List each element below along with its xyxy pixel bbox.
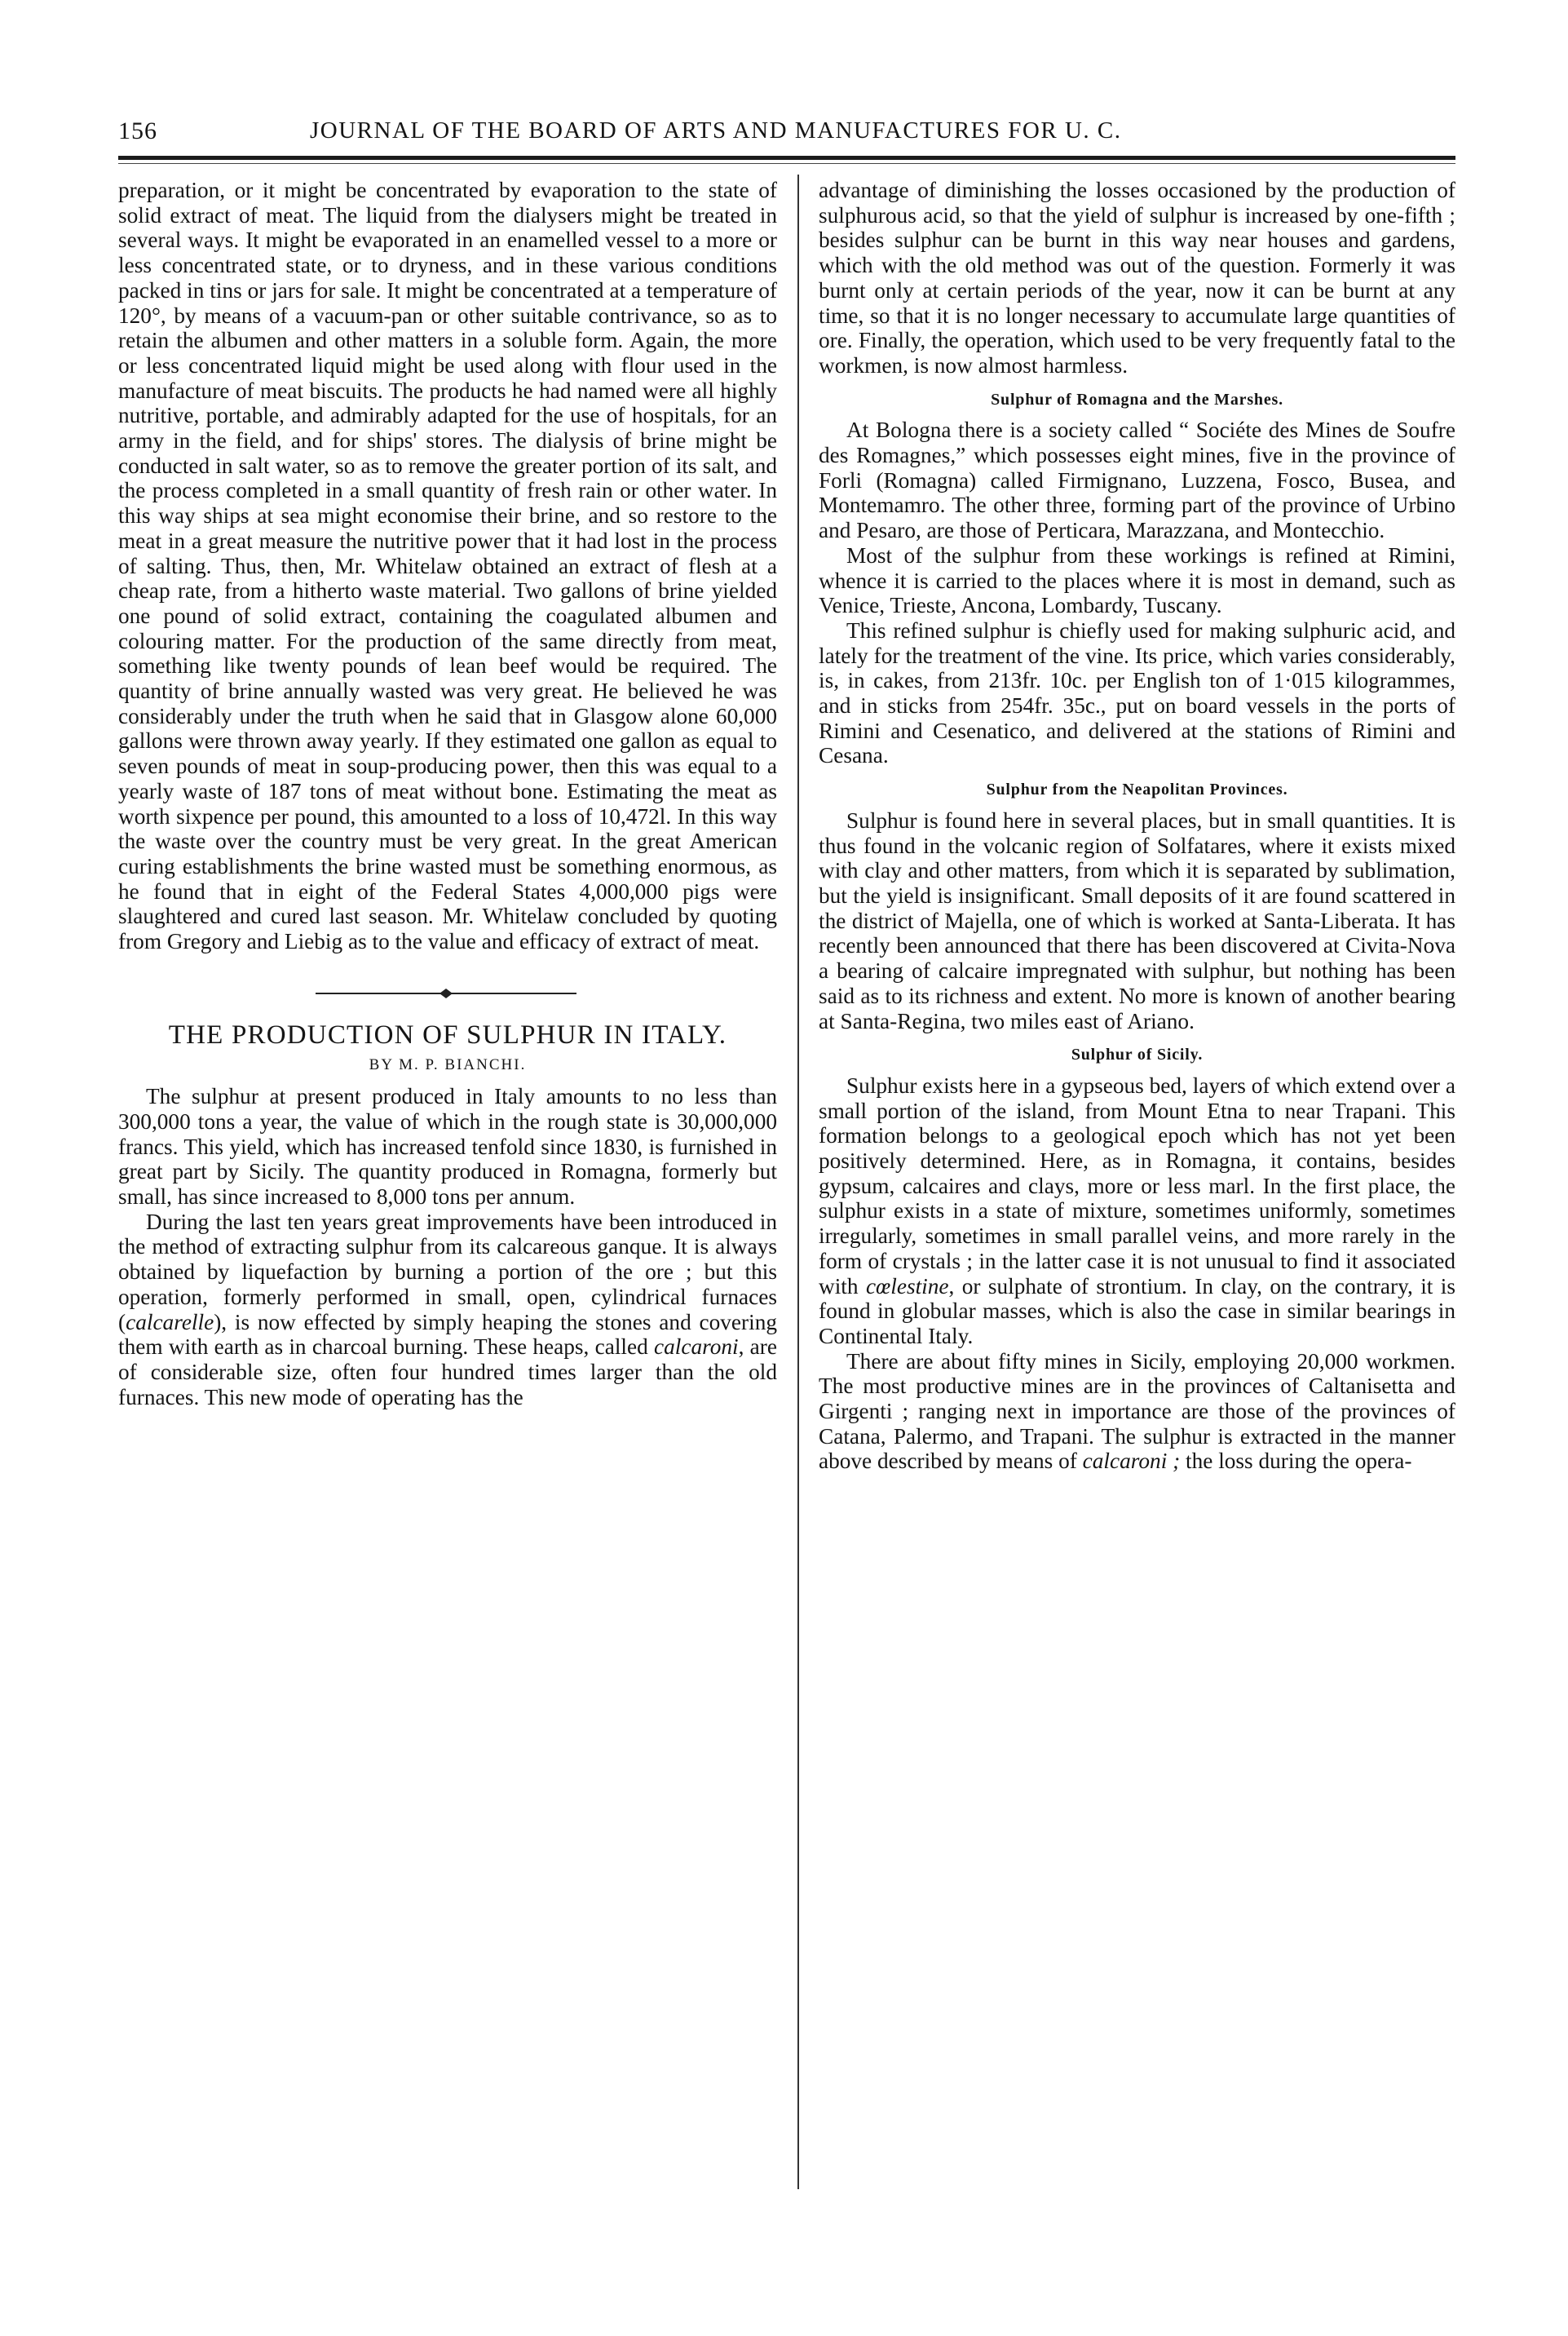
paragraph-bologna: At Bologna there is a society called “ Sociéte des Mines de Soufre des Romagnes,” which possesses eight mines, five in the province of Forli (Romagna) called Firmignano, Luzzena, Fosco, Busea, and Montemamro. The other three, forming part of the province of Urbino and Pesaro, are those of Perticara, Marazzana, and Montecchio. (819, 418, 1455, 543)
paragraph-production: The sulphur at present produced in Italy amounts to no less than 300,000 tons a year, the value of which in the rough state is 30,000,000 francs. This yield, which has increased tenfold since 1830, is furnished in great part by Sicily. The quantity produced in Romagna, formerly but small, has since increased to 8,000 tons per annum. (118, 1084, 777, 1210)
text-run: , are of considerable size, often four hundred times larger than the old furnaces. This new mode of operating has the (118, 1334, 777, 1409)
paragraph-advantage: advantage of diminishing the losses occasioned by the production of sulphurous acid, so that the yield of sulphur is increased by one-fifth ; besides sulphur can be burnt in this way near houses and gardens, which with the old method was out of the question. Formerly it was burnt only at certain periods of the year, now it can be burnt at any time, so that it is no longer necessary to accumulate large quantities of ore. Finally, the operation, which used to be very frequently fatal to the workmen, is now almost harmless. (819, 178, 1455, 378)
journal-title: JOURNAL OF THE BOARD OF ARTS AND MANUFACTURES FOR U. C. (310, 117, 1122, 144)
paragraph-rimini: Most of the sulphur from these workings is refined at Rimini, whence it is carried to the places where it is most in demand, such as Venice, Trieste, Ancona, Lombardy, Tuscany. (819, 542, 1455, 618)
section-divider (118, 972, 777, 1015)
paragraph-neapolitan: Sulphur is found here in several places, but in small quantities. It is thus found in the volcanic region of Solfatares, where it exists mixed with clay and other matters, from which it is separated by sublimation, but the yield is insignificant. Small deposits of it are found scattered in the district of Majella, one of which is worked at Santa-Liberata. It has recently been announced that there has been discovered at Civita-Nova a bearing of calcaire impregnated with sulphur, but nothing has been said as to its richness and extent. No more is known of another bearing at Santa-Regina, two miles east of Ariano. (819, 807, 1455, 1033)
page-number: 156 (118, 117, 157, 144)
article-byline: BY M. P. BIANCHI. (369, 1055, 527, 1073)
text-run: During the last ten years great improvements have been introduced in the method of extracting sulphur from its calcareous ganque. It is always obtained by liquefaction by burning a portion of the ore ; but this operation, formerly performed in small, open, cylindrical furnaces ( (118, 1209, 777, 1334)
text-run: the loss during the opera- (1180, 1449, 1412, 1474)
header-rule-thin (118, 163, 1455, 164)
heading-neapolitan: Sulphur from the Neapolitan Provinces. (986, 781, 1288, 799)
text-run: There are about fifty mines in Sicily, employing 20,000 workmen. The most productive mines are in the provinces of Caltanisetta and Girgenti ; ranging next in importance are those of the provinces of Catana, Palermo, and Trapani. The sulphur is extracted in the manner above described by means of (819, 1348, 1455, 1474)
running-header (118, 114, 1455, 155)
text-run: Sulphur exists here in a gypseous bed, layers of which extend over a small portion of the island, from Mount Etna to near Trapani. This formation belongs to a geological epoch which has not yet been positively determined. Here, as in Romagna, it contains, besides gypsum, calcaires and clays, more or less marl. In the first place, the sulphur exists in a state of mixture, sometimes uniformly, sometimes irregularly, sometimes in small parallel veins, and more rarely in the form of crystals ; in the latter case it is not unusual to find it associated with (819, 1073, 1455, 1299)
header-rule (118, 156, 1455, 160)
paragraph-improvements (118, 1210, 777, 1410)
text-run: ), is now effected by simply heaping the stones and covering them with earth as in charcoal burning. These heaps, called (118, 1309, 777, 1360)
divider-ornament (316, 987, 576, 1000)
italic-term: calcaroni (654, 1334, 739, 1360)
left-column (118, 178, 777, 1409)
meat-extract-continuation: preparation, or it might be concentrated by evaporation to the state of solid extract of meat. The liquid from the dialysers might be treated in several ways. It might be evaporated in an enamelled vessel to a more or less concentrated state, or to dryness, and in these various conditions packed in tins or jars for sale. It might be concentrated at a temperature of 120°, by means of a vacuum-pan or other suitable contrivance, so as to retain the albumen and other matters in a soluble form. Again, the more or less concentrated liquid might be used along with flour used in the manufacture of meat biscuits. The products he had named were all highly nutritive, portable, and admirably adapted for the use of hospitals, for an army in the field, and for ships' stores. The dialysis of brine might be conducted in salt water, so as to remove the greater portion of its salt, and the process completed in a small quantity of fresh rain or other water. In this way ships at sea might economise their brine, and so restore to the meat in a great measure the nutritive power that it had lost in the process of salting. Thus, then, Mr. Whitelaw obtained an extract of flesh at a cheap rate, from a hitherto waste material. Two gallons of brine yielded one pound of solid extract, containing the coagulated albumen and colouring matter. For the production of the same directly from meat, something like twenty pounds of lean beef would be required. The quantity of brine annually wasted was very great. He believed he was considerably under the truth when he said that in Glasgow alone 60,000 gallons were thrown away yearly. If they estimated one gallon as equal to seven pounds of meat in soup-producing power, then this was equal to a yearly waste of 187 tons of meat without bone. Estimating the meat as worth sixpence per pound, this amounted to a loss of 10,472l. In this way the waste over the country must be very great. In the great American curing establishments the brine wasted must be something enormous, as he found that in eight of the Federal States 4,000,000 pigs were slaughtered and cured last season. Mr. Whitelaw concluded by quoting from Gregory and Liebig as to the value and efficacy of extract of meat. (118, 178, 777, 954)
paragraph-sicily-bed (819, 1073, 1455, 1349)
heading-sicily: Sulphur of Sicily. (1071, 1046, 1204, 1064)
right-column (819, 178, 1455, 1474)
heading-romagna: Sulphur of Romagna and the Marshes. (991, 390, 1283, 409)
paragraph-sicily-mines (819, 1349, 1455, 1475)
italic-term: cœlestine (865, 1273, 949, 1299)
article-title: THE PRODUCTION OF SULPHUR IN ITALY. (168, 1020, 727, 1050)
italic-term: calcarelle (126, 1309, 214, 1334)
italic-term: calcaroni ; (1082, 1449, 1181, 1474)
column-divider (797, 175, 799, 2189)
text-run: , or sulphate of strontium. In clay, on the contrary, it is found in globular masses, which is also the case in similar bearings in Continental Italy. (819, 1273, 1455, 1348)
paragraph-price: This refined sulphur is chiefly used for making sulphuric acid, and lately for the treatment of the vine. Its price, which varies considerably, is, in cakes, from 213fr. 10c. per English ton of 1·015 kilogrammes, and in sticks from 254fr. 35c., put on board vessels in the ports of Rimini and Cesenatico, and delivered at the stations of Rimini and Cesana. (819, 617, 1455, 768)
